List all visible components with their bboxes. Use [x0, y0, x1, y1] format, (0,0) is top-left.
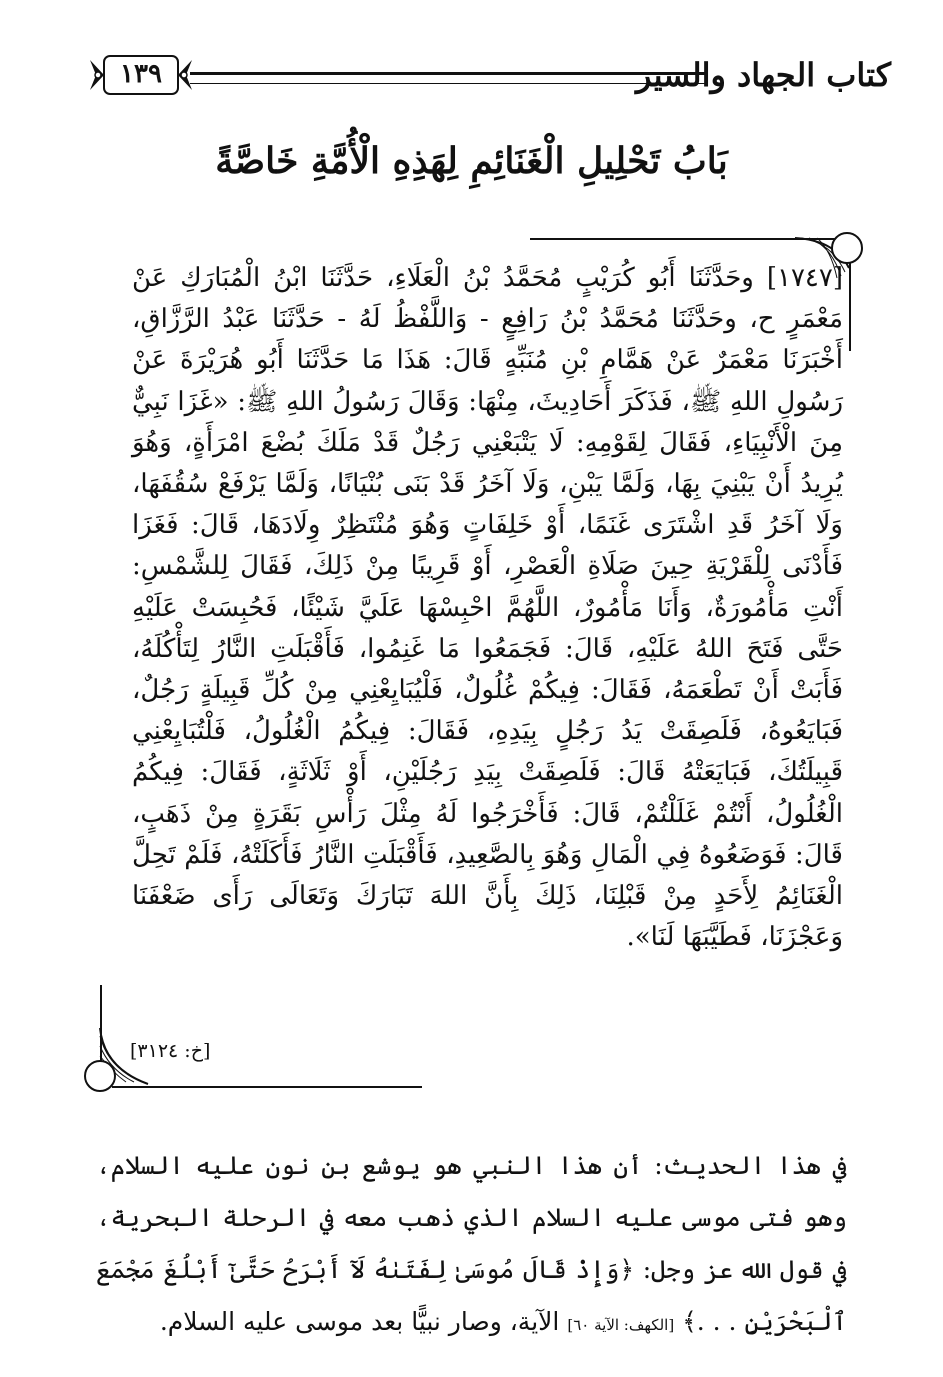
header-rule: [190, 72, 705, 84]
commentary-block: [96, 1140, 847, 1351]
page-number: ١٣٩: [120, 59, 162, 89]
commentary-text: في هذا الحديث: أن هذا النبي هو يوشع بن نون عليه السلام، وهو فتى موسى عليه السلام الذي ذهب معه في الرحلة البحرية، في قول الله عز وجل:: [96, 1151, 847, 1284]
running-title: كتاب الجهاد والسير: [635, 56, 891, 94]
hadith-text-block: [132, 258, 843, 958]
verse-reference: [الكهف: الآية ٦٠]: [567, 1316, 675, 1334]
hadith-number: [١٧٤٧]: [766, 263, 844, 293]
quran-verse: ﴿وَإِذْ قَالَ مُوسَىٰ لِفَتَىٰهُ لَآ أَبْرَحُ حَتَّىٰٓ أَبْلُغَ مَجْمَعَ ٱلْبَحْرَيْنِ . . .﴾: [96, 1255, 847, 1336]
hadith-body: وحَدَّثَنَا أَبُو كُرَيْبٍ مُحَمَّدُ بْنُ الْعَلَاءِ، حَدَّثَنَا ابْنُ الْمُبَارَكِ عَنْ مَعْمَرٍ ح، وحَدَّثَنَا مُحَمَّدُ بْنُ رَافِعٍ - وَاللَّفْظُ لَهُ - حَدَّثَنَا عَبْدُ الرَّزَّاقِ، أَخْبَرَنَا مَعْمَرٌ عَنْ هَمَّامِ بْنِ مُنَبِّهٍ قَالَ: هَذَا مَا حَدَّثَنَا أَبُو هُرَيْرَةَ عَنْ رَسُولِ اللهِ ﷺ، فَذَكَرَ أَحَادِيثَ، مِنْهَا: وَقَالَ رَسُولُ اللهِ ﷺ: «غَزَا نَبِيٌّ مِنَ الْأَنْبِيَاءِ، فَقَالَ لِقَوْمِهِ: لَا يَتْبَعْنِي رَجُلٌ قَدْ مَلَكَ بُضْعَ امْرَأَةٍ، وَهُوَ يُرِيدُ أَنْ يَبْنِيَ بِهَا، وَلَمَّا يَبْنِ، وَلَا آخَرُ قَدْ بَنَى بُنْيَانًا، وَلَمَّا يَرْفَعْ سُقُفَهَا، وَلَا آخَرُ قَدِ اشْتَرَى غَنَمًا، أَوْ خَلِفَاتٍ وَهُوَ مُنْتَظِرٌ وِلَادَهَا، قَالَ: فَغَزَا فَأَدْنَى لِلْقَرْيَةِ حِينَ صَلَاةِ الْعَصْرِ، أَوْ قَرِيبًا مِنْ ذَلِكَ، فَقَالَ لِلشَّمْسِ: أَنْتِ مَأْمُورَةٌ، وَأَنَا مَأْمُورٌ، اللَّهُمَّ احْبِسْهَا عَلَيَّ شَيْئًا، فَحُبِسَتْ عَلَيْهِ حَتَّى فَتَحَ اللهُ عَلَيْهِ، قَالَ: فَجَمَعُوا مَا غَنِمُوا، فَأَقْبَلَتِ النَّارُ لِتَأْكُلَهُ، فَأَبَتْ أَنْ تَطْعَمَهُ، فَقَالَ: فِيكُمْ غُلُولٌ، فَلْيُبَايِعْنِي مِنْ كُلِّ قَبِيلَةٍ رَجُلٌ، فَبَايَعُوهُ، فَلَصِقَتْ يَدُ رَجُلٍ بِيَدِهِ، فَقَالَ: فِيكُمُ الْغُلُولُ، فَلْتُبَايِعْنِي قَبِيلَتُكَ، فَبَايَعَتْهُ قَالَ: فَلَصِقَتْ بِيَدِ رَجُلَيْنِ، أَوْ ثَلَاثَةٍ، فَقَالَ: فِيكُمُ الْغُلُولُ، أَنْتُمْ غَلَلْتُمْ، قَالَ: فَأَخْرَجُوا لَهُ مِثْلَ رَأْسِ بَقَرَةٍ مِنْ ذَهَبٍ، قَالَ: فَوَضَعُوهُ فِي الْمَالِ وَهُوَ بِالصَّعِيدِ، فَأَقْبَلَتِ النَّارُ فَأَكَلَتْهُ، فَلَمْ تَحِلَّ الْغَنَائِمُ لِأَحَدٍ مِنْ قَبْلِنَا، ذَلِكَ بِأَنَّ اللهَ تَبَارَكَ وَتَعَالَى رَأَى ضَعْفَنَا وَعَجْزَنَا، فَطَيَّبَهَا لَنَا».: [132, 263, 843, 953]
frame-top-rule: [530, 238, 838, 240]
hadith-citation: [خ: ٣١٢٤]: [130, 1040, 211, 1062]
chapter-title: بَابُ تَحْلِيلِ الْغَنَائِمِ لِهَذِهِ الْأُمَّةِ خَاصَّةً: [215, 140, 728, 182]
page-number-badge: [86, 50, 196, 100]
commentary-text-end: الآية، وصار نبيًّا بعد موسى عليه السلام.: [159, 1307, 560, 1336]
frame-bottom-rule: [112, 1086, 422, 1088]
